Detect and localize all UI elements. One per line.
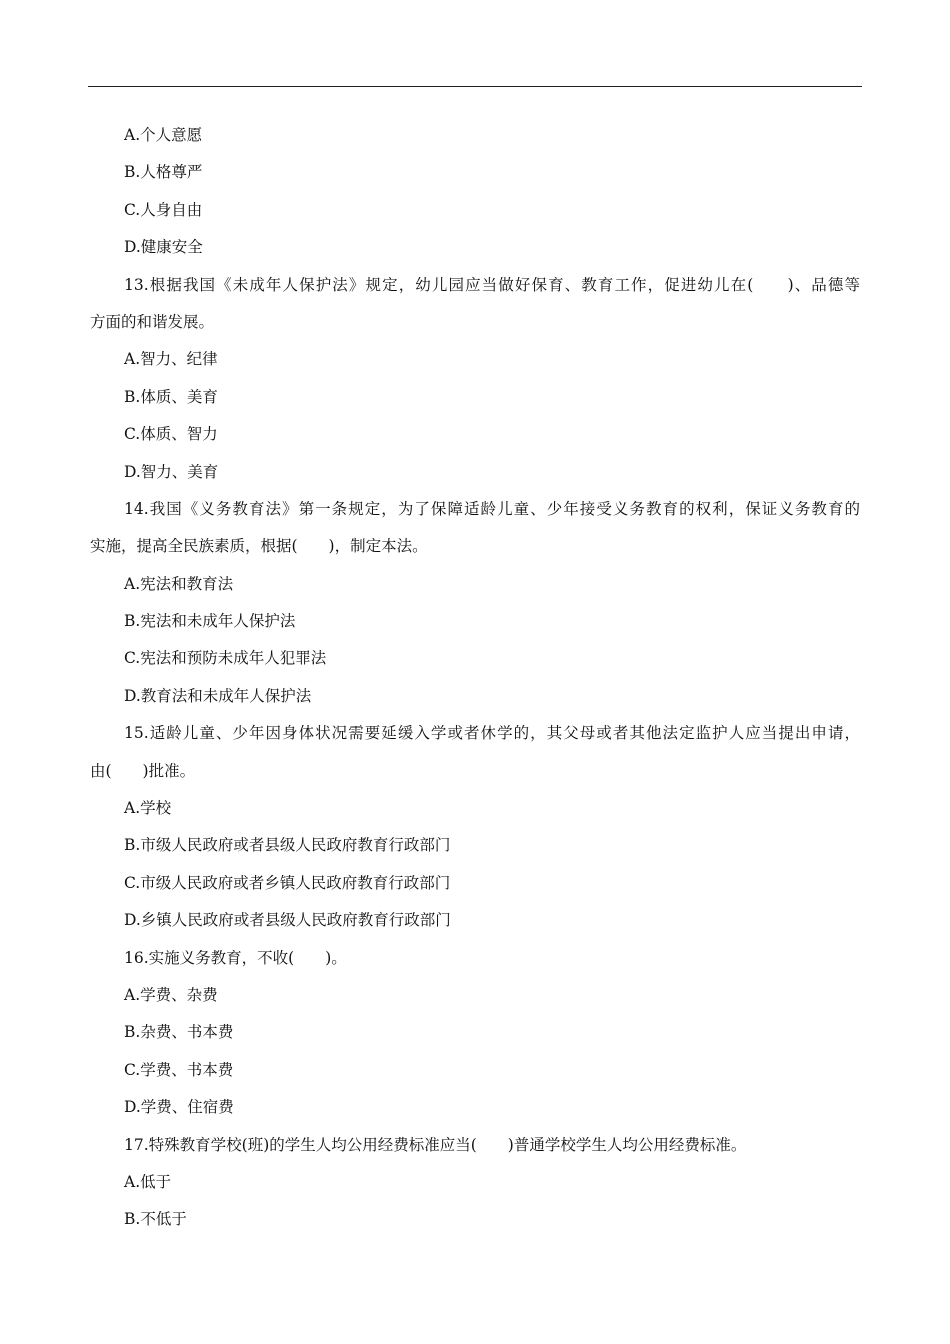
option-line: D.乡镇人民政府或者县级人民政府教育行政部门 — [124, 911, 451, 930]
option-line: C.人身自由 — [124, 200, 203, 219]
option-line: B.体质、美育 — [124, 387, 218, 406]
question-stem-15: 15.适龄儿童、少年因身体状况需要延缓入学或者休学的，其父母或者其他法定监护人应当提出申请， — [124, 724, 860, 743]
option-line: C.宪法和预防未成年人犯罪法 — [124, 649, 327, 668]
option-line: D.学费、住宿费 — [124, 1098, 234, 1117]
option-line: B.宪法和未成年人保护法 — [124, 612, 296, 631]
option-line: A.智力、纪律 — [124, 350, 218, 369]
question-stem-15-continued: 由( )批准。 — [90, 761, 196, 780]
option-line: B.市级人民政府或者县级人民政府教育行政部门 — [124, 836, 451, 855]
question-stem-13: 13.根据我国《未成年人保护法》规定，幼儿园应当做好保育、教育工作，促进幼儿在( )、品德等 — [124, 275, 860, 294]
option-line: C.市级人民政府或者乡镇人民政府教育行政部门 — [124, 873, 451, 892]
option-line: A.学校 — [124, 799, 172, 818]
option-line: C.体质、智力 — [124, 425, 218, 444]
option-line: D.健康安全 — [124, 238, 203, 257]
option-line: B.杂费、书本费 — [124, 1023, 234, 1042]
option-line: A.个人意愿 — [124, 126, 203, 144]
header-rule — [88, 86, 862, 87]
option-line: B.不低于 — [124, 1210, 187, 1229]
option-line: C.学费、书本费 — [124, 1060, 234, 1079]
question-stem-14-continued: 实施，提高全民族素质，根据( )，制定本法。 — [90, 537, 428, 556]
option-line: A.学费、杂费 — [124, 985, 218, 1004]
document-body — [90, 117, 860, 1239]
option-line: D.智力、美育 — [124, 462, 219, 481]
option-line: A.低于 — [124, 1172, 172, 1191]
question-stem-14: 14.我国《义务教育法》第一条规定，为了保障适龄儿童、少年接受义务教育的权利，保证义务教育的 — [124, 499, 860, 518]
question-stem-13-continued: 方面的和谐发展。 — [90, 312, 215, 331]
option-line: D.教育法和未成年人保护法 — [124, 686, 312, 705]
question-stem-16: 16.实施义务教育，不收( )。 — [124, 948, 347, 967]
question-stem-17: 17.特殊教育学校(班)的学生人均公用经费标准应当( )普通学校学生人均公用经费标准。 — [124, 1135, 747, 1154]
option-line: B.人格尊严 — [124, 163, 203, 182]
option-line: A.宪法和教育法 — [124, 574, 234, 593]
